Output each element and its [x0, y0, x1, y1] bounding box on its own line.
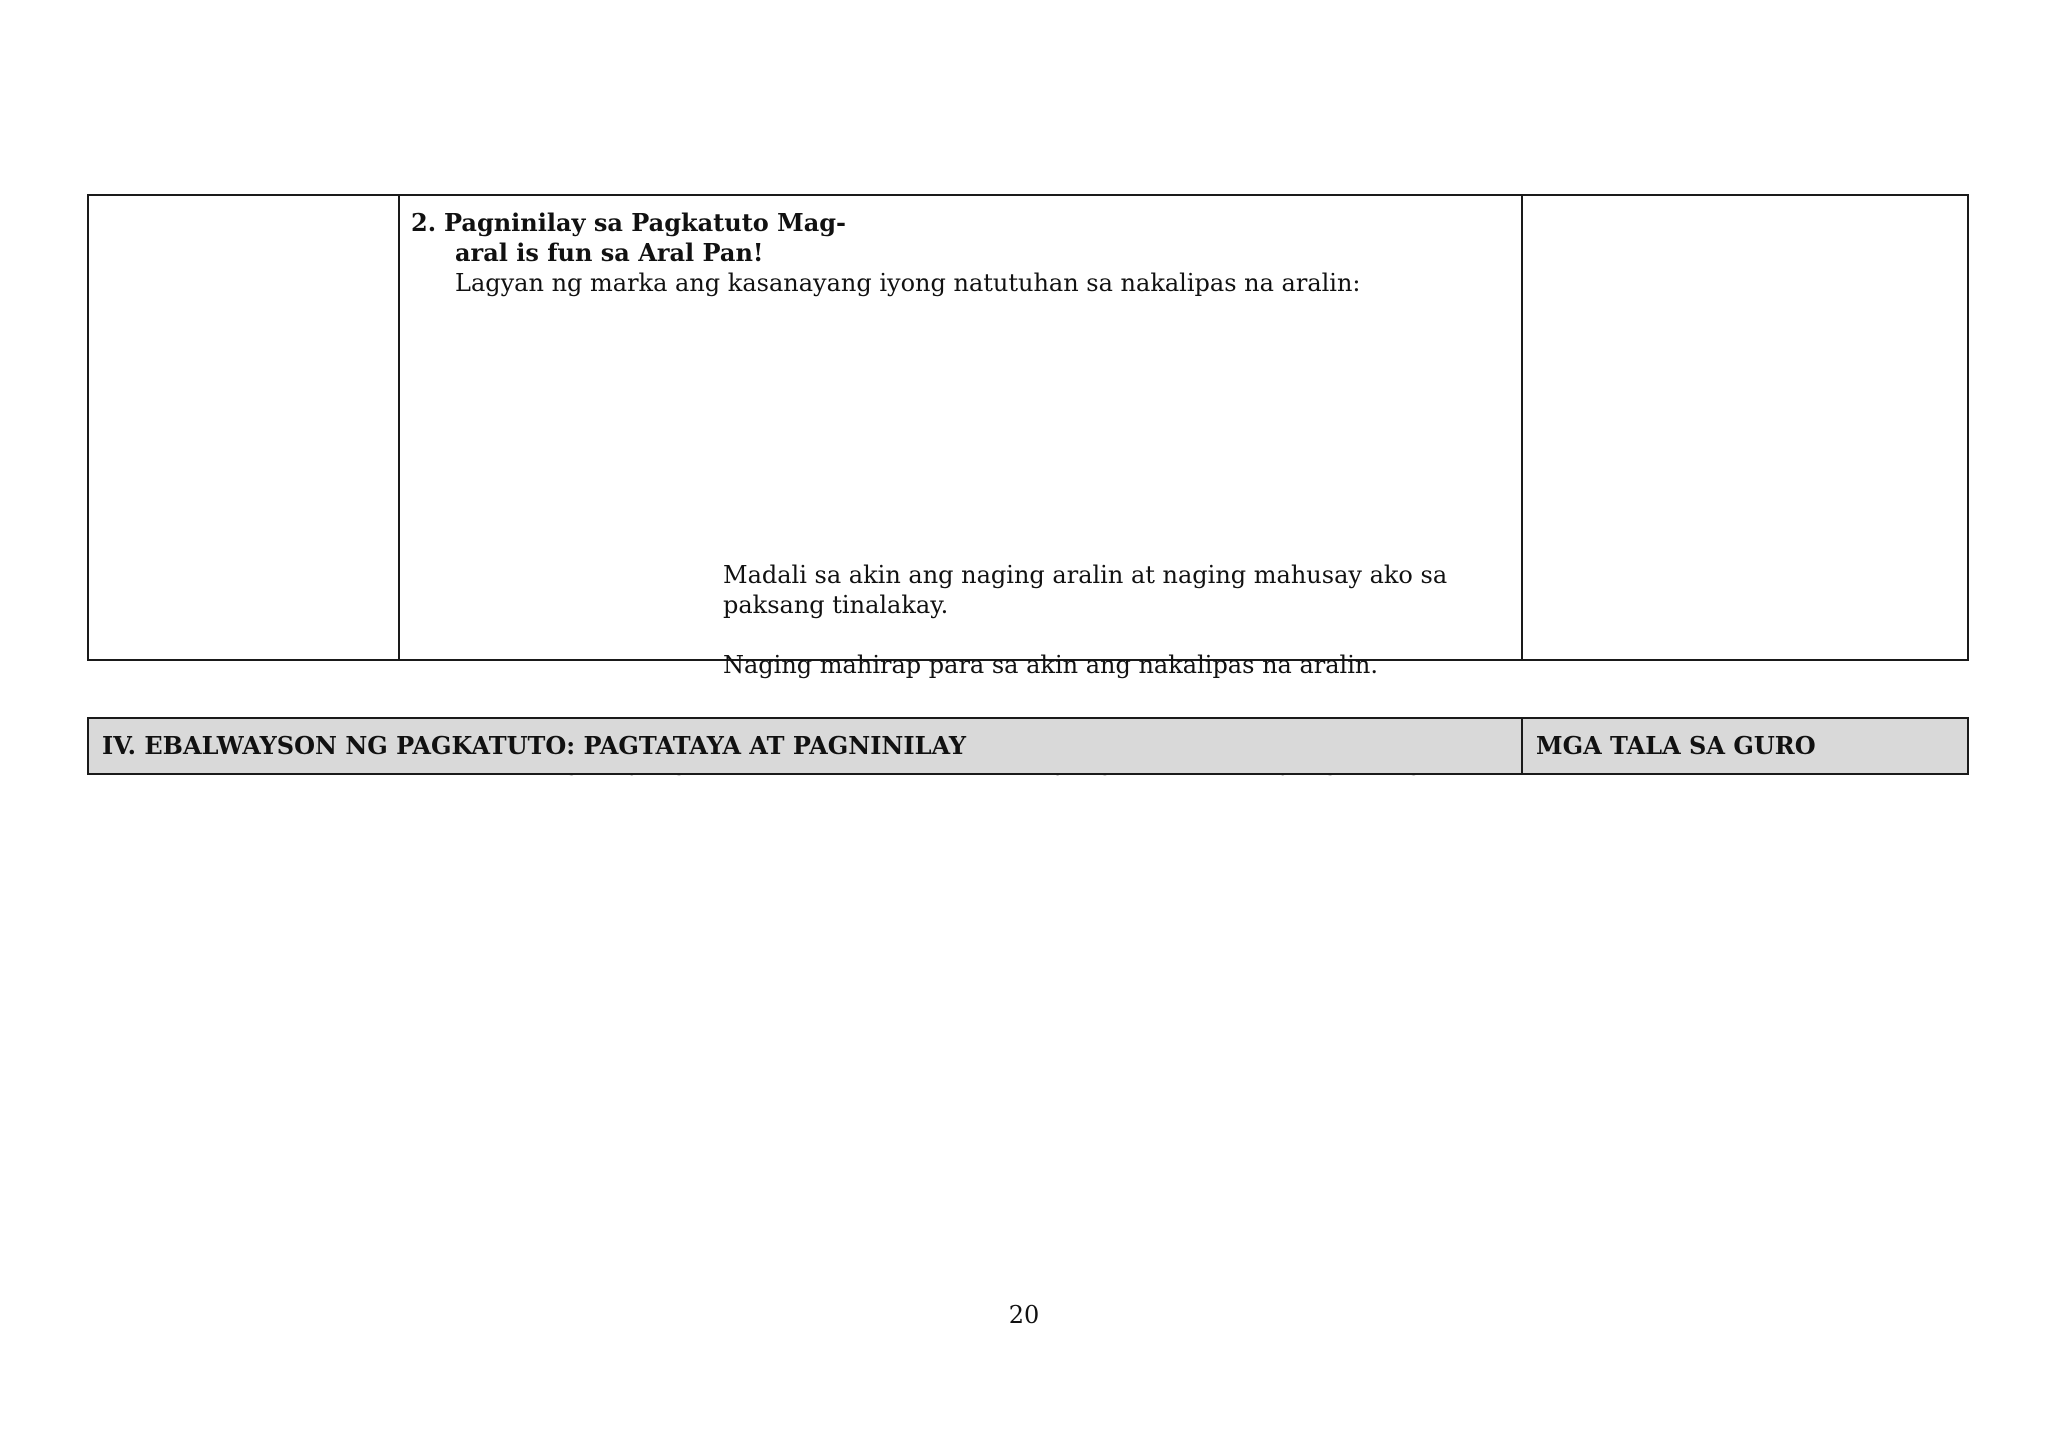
reflection-heading	[411, 208, 1511, 238]
lesson-table	[87, 194, 1969, 679]
heading-line-1: Pagninilay sa Pagkatuto Mag-	[444, 208, 847, 237]
section-title: IV. EBALWAYSON NG PAGKATUTO: PAGTATAYA AT PAGNINILAY	[102, 731, 967, 760]
item-number: 2.	[411, 208, 437, 237]
self-assessment-option-hard: Naging mahirap para sa akin ang nakalipas na aralin.	[723, 651, 1378, 679]
column-divider-left	[398, 196, 400, 659]
heading-line-2: aral is fun sa Aral Pan!	[455, 238, 764, 267]
header-column-divider	[1521, 719, 1523, 773]
lesson-cell-content	[411, 208, 1511, 298]
teacher-notes-title: MGA TALA SA GURO	[1536, 731, 1816, 760]
column-divider-right	[1521, 196, 1523, 659]
instruction-text: Lagyan ng marka ang kasanayang iyong natutuhan sa nakalipas na aralin:	[455, 269, 1361, 297]
page-number: 20	[1008, 1301, 1040, 1329]
section-header-table	[87, 717, 1969, 775]
self-assessment-option-easy: Madali sa akin ang naging aralin at naging mahusay ako sa paksang tinalakay.	[723, 561, 1448, 619]
